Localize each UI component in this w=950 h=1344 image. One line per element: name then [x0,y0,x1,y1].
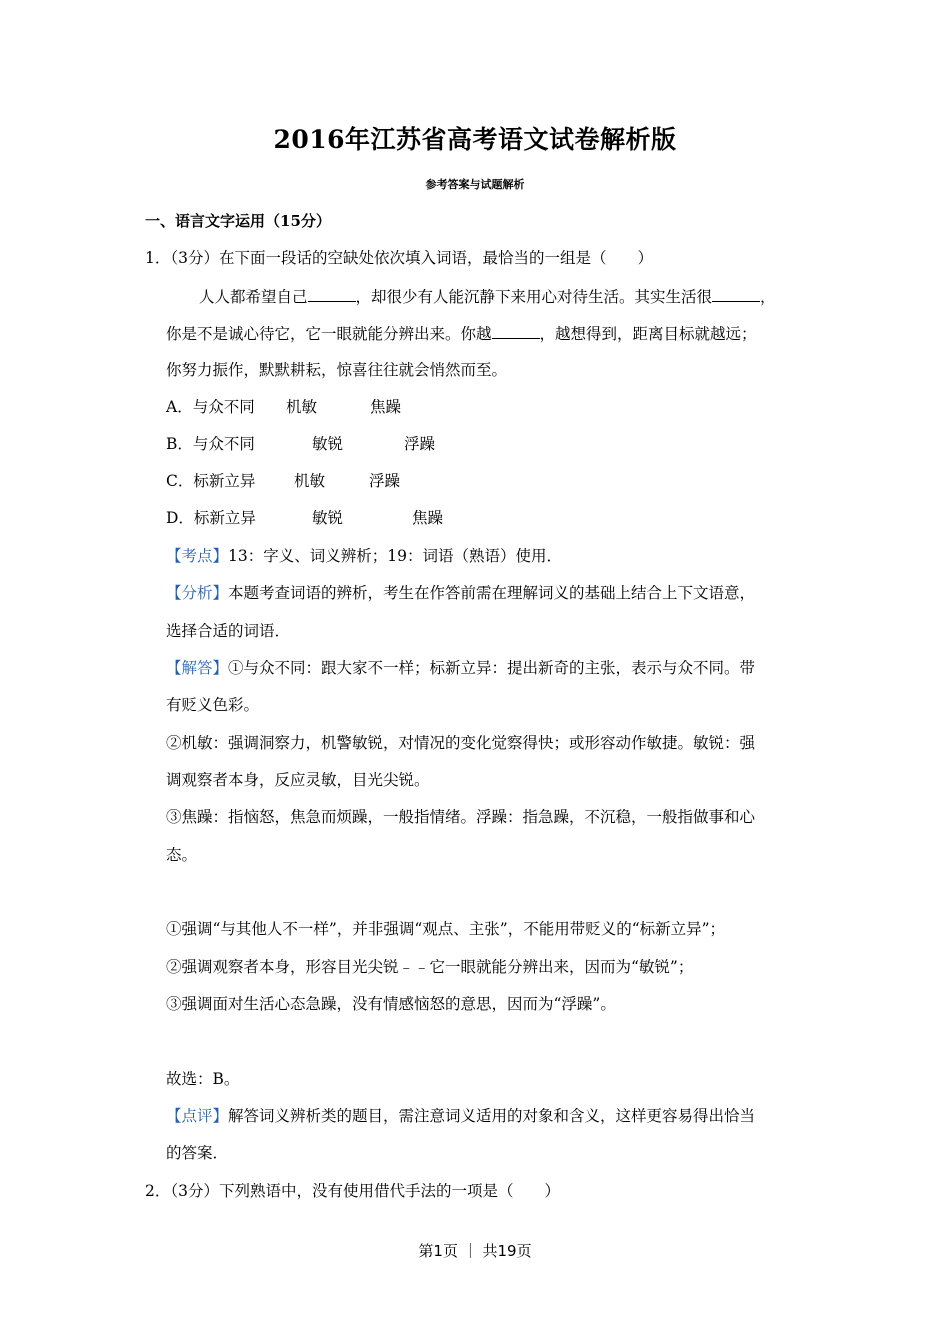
option-word-3: 浮躁 [369,472,401,490]
document-subtitle: 参考答案与试题解析 [425,178,525,191]
option-word-2: 敏锐 [312,435,344,453]
jieda-text: ①与众不同：跟大家不一样；标新立异：提出新奇的主张，表示与众不同。带 [228,659,756,677]
option-a [166,396,401,418]
option-label: A．与众不同 [166,398,255,416]
jieda-line-1 [166,657,755,679]
passage-line-2 [166,322,757,345]
fenxi-text: 本题考查词语的辨析，考生在作答前需在理解词义的基础上结合上下文语意， [228,584,756,602]
dianping-line-1 [166,1105,755,1127]
jieda-line-5: ③焦躁：指恼怒，焦急而烦躁，一般指情绪。浮躁：指急躁，不沉稳，一般指做事和心 [166,808,756,826]
kaodian-tag: 【考点】 [166,547,229,565]
answer-blank-1 [308,285,356,302]
option-word-3: 焦躁 [412,509,444,527]
fenxi-line-2: 选择合适的词语． [166,622,291,640]
passage-text: 你是不是诚心待它，它一眼就能分辨出来。你越 [166,325,492,343]
dianping-line-2: 的答案． [166,1144,229,1162]
fenxi-tag: 【分析】 [166,584,229,602]
dianping-tag: 【点评】 [166,1107,229,1125]
kaodian-text: 13：字义、词义辨析；19：词语（熟语）使用． [228,547,562,565]
jieda-line-3: ②机敏：强调洞察力，机警敏锐，对情况的变化觉察得快；或形容动作敏捷。敏锐：强 [166,734,756,752]
passage-text: ，却很少有人能沉静下来用心对待生活。其实生活很 [355,288,713,306]
option-label: C．标新立异 [166,472,256,490]
dianping-text: 解答词义辨析类的题目，需注意词义适用的对象和含义，这样更容易得出恰当 [228,1107,756,1125]
fenxi-line-1 [166,582,755,604]
explanation-line-1: ①强调“与其他人不一样”，并非强调“观点、主张”，不能用带贬义的“标新立异”； [166,920,726,938]
jieda-line-6: 态。 [166,846,198,864]
option-label: B．与众不同 [166,435,255,453]
option-c [166,470,400,492]
answer-blank-2 [712,285,760,302]
passage-text: ，越想得到，距离目标就越远； [539,325,757,343]
option-d [166,507,443,529]
answer-blank-3 [492,322,540,339]
explanation-line-3: ③强调面对生活心态急躁，没有情感恼怒的意思，因而为“浮躁”。 [166,995,616,1013]
passage-line-3: 你努力振作，默默耕耘，惊喜往往就会悄然而至。 [166,361,508,379]
jieda-tag: 【解答】 [166,659,229,677]
passage-line-1 [199,285,776,308]
question-1-stem: 1．（3分）在下面一段话的空缺处依次填入词语，最恰当的一组是（ ） [145,249,653,267]
jieda-line-4: 调观察者本身，反应灵敏，目光尖锐。 [166,771,430,789]
option-word-3: 浮躁 [404,435,436,453]
question-2-stem: 2．（3分）下列熟语中，没有使用借代手法的一项是（ ） [145,1182,560,1200]
kaodian-line [166,545,562,567]
section-heading: 一、语言文字运用（15分） [145,212,331,230]
answer-line: 故选：B。 [166,1070,240,1088]
passage-text: ， [760,288,776,306]
document-title: 2016年江苏省高考语文试卷解析版 [273,125,677,154]
option-word-2: 机敏 [286,398,318,416]
option-word-2: 机敏 [294,472,326,490]
passage-text: 人人都希望自己 [199,288,308,306]
option-word-3: 焦躁 [370,398,402,416]
page-footer: 第1页 ｜ 共19页 [418,1242,532,1260]
option-word-2: 敏锐 [312,509,344,527]
option-label: D．标新立异 [166,509,256,527]
jieda-line-2: 有贬义色彩。 [166,696,260,714]
explanation-line-2: ②强调观察者本身，形容目光尖锐﹣﹣它一眼就能分辨出来，因而为“敏锐”； [166,958,694,976]
option-b [166,433,435,455]
